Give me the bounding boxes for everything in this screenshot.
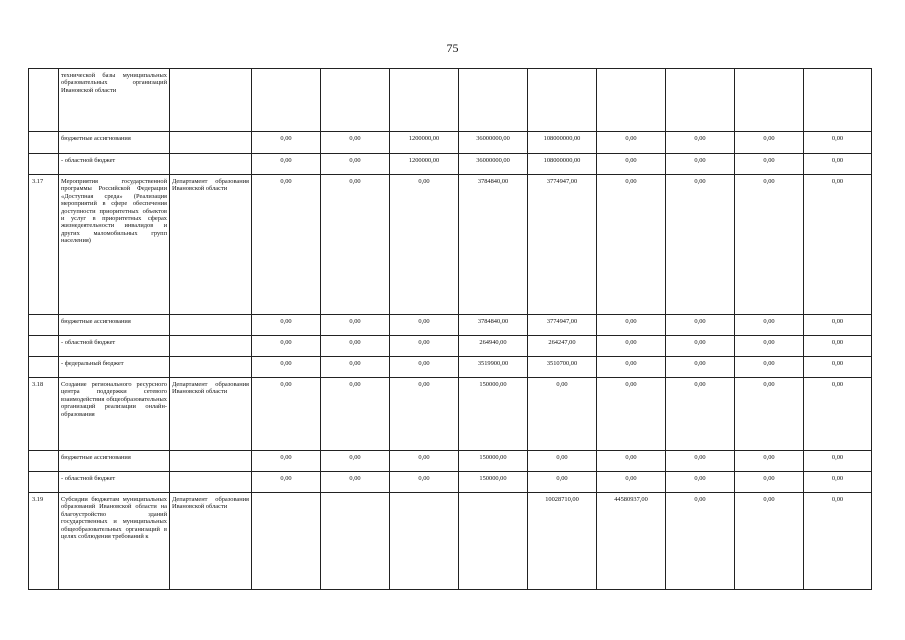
- value-cell: [459, 132, 528, 154]
- row-code-cell: [29, 154, 59, 175]
- row-name-text: Создание регионального ресурсного центра поддержки сетевого взаимодействия общеобразовательных организаций реализации онлайн-образования: [61, 381, 167, 418]
- value-cell: [735, 69, 804, 132]
- value-text: 0,00: [418, 360, 430, 367]
- value-cell: [252, 451, 321, 472]
- value-cell: [321, 69, 390, 132]
- value-cell: [390, 69, 459, 132]
- value-cell: [252, 357, 321, 378]
- value-text: 3774947,00: [546, 318, 578, 325]
- row-code-cell: [29, 132, 59, 154]
- value-text: 0,00: [694, 339, 706, 346]
- value-text: 0,00: [694, 475, 706, 482]
- table-row: [29, 493, 872, 590]
- value-cell: [666, 493, 735, 590]
- row-name-text: Мероприятия государственной программы Российской Федерации «Доступная среда» (Реализация мероприятий в сфере обеспечения доступности приоритетных объектов и услуг в приоритетных сферах жизнедеятельности инвалидов и других маломобильных групп населения): [61, 178, 167, 245]
- value-cell: [597, 336, 666, 357]
- value-cell: [735, 336, 804, 357]
- row-name-cell: [59, 451, 170, 472]
- value-text: 0,00: [625, 178, 637, 185]
- value-cell: [597, 493, 666, 590]
- row-name-text: - областной бюджет: [61, 339, 116, 346]
- value-text: 0,00: [280, 339, 292, 346]
- value-cell: [459, 357, 528, 378]
- value-text: 0,00: [763, 381, 775, 388]
- value-cell: [252, 175, 321, 315]
- value-text: 0,00: [280, 360, 292, 367]
- value-cell: [528, 154, 597, 175]
- value-cell: [804, 378, 872, 451]
- value-text: 0,00: [694, 381, 706, 388]
- value-cell: [528, 472, 597, 493]
- value-cell: [666, 378, 735, 451]
- row-dept-cell: [170, 69, 252, 132]
- row-name-text: бюджетные ассигнования: [61, 135, 131, 142]
- row-dept-cell: [170, 451, 252, 472]
- value-cell: [735, 132, 804, 154]
- row-dept-cell: [170, 493, 252, 590]
- value-cell: [390, 336, 459, 357]
- value-cell: [666, 336, 735, 357]
- value-cell: [390, 451, 459, 472]
- value-text: 108000000,00: [543, 157, 581, 164]
- value-cell: [459, 154, 528, 175]
- value-cell: [597, 132, 666, 154]
- value-cell: [804, 132, 872, 154]
- value-cell: [666, 472, 735, 493]
- value-text: 0,00: [763, 360, 775, 367]
- value-cell: [459, 69, 528, 132]
- value-cell: [252, 493, 321, 590]
- value-text: 1200000,00: [408, 135, 440, 142]
- value-cell: [804, 315, 872, 336]
- value-text: 0,00: [625, 318, 637, 325]
- value-cell: [735, 315, 804, 336]
- value-text: 0,00: [831, 496, 844, 503]
- value-text: 0,00: [349, 135, 361, 142]
- value-text: 0,00: [831, 360, 844, 367]
- value-cell: [390, 154, 459, 175]
- table-body: [29, 69, 872, 590]
- value-cell: [597, 472, 666, 493]
- value-cell: [321, 336, 390, 357]
- row-code-cell: [29, 378, 59, 451]
- value-text: 0,00: [556, 381, 568, 388]
- row-code-cell: [29, 493, 59, 590]
- row-dept-cell: [170, 315, 252, 336]
- value-cell: [528, 451, 597, 472]
- value-cell: [804, 493, 872, 590]
- value-text: 0,00: [280, 381, 292, 388]
- value-cell: [804, 154, 872, 175]
- table-row: [29, 154, 872, 175]
- value-cell: [321, 154, 390, 175]
- value-text: 0,00: [694, 318, 706, 325]
- value-cell: [321, 493, 390, 590]
- value-text: 0,00: [556, 475, 568, 482]
- row-name-text: бюджетные ассигнования: [61, 318, 131, 325]
- value-cell: [390, 357, 459, 378]
- row-dept-text: Департамент образования Ивановской области: [172, 178, 249, 193]
- value-text: 0,00: [625, 135, 637, 142]
- value-cell: [597, 154, 666, 175]
- row-dept-cell: [170, 154, 252, 175]
- table-row: [29, 336, 872, 357]
- value-text: 150000,00: [479, 475, 507, 482]
- value-cell: [804, 175, 872, 315]
- value-text: 0,00: [418, 339, 430, 346]
- value-cell: [735, 493, 804, 590]
- value-text: 0,00: [625, 157, 637, 164]
- value-cell: [321, 451, 390, 472]
- row-name-cell: [59, 132, 170, 154]
- value-cell: [528, 132, 597, 154]
- value-text: 0,00: [280, 157, 292, 164]
- row-name-cell: [59, 357, 170, 378]
- value-cell: [666, 357, 735, 378]
- value-text: 0,00: [349, 318, 361, 325]
- value-text: 36000000,00: [476, 135, 510, 142]
- value-cell: [735, 378, 804, 451]
- budget-table: [28, 68, 872, 590]
- row-name-text: технической базы муниципальных образовательных организаций Ивановской области: [61, 72, 167, 94]
- row-dept-cell: [170, 132, 252, 154]
- table-row: [29, 378, 872, 451]
- value-cell: [390, 472, 459, 493]
- row-name-text: - областной бюджет: [61, 475, 116, 482]
- value-text: 0,00: [831, 475, 844, 482]
- value-cell: [390, 315, 459, 336]
- value-text: 3510700,00: [546, 360, 578, 367]
- value-cell: [735, 154, 804, 175]
- row-code-cell: [29, 315, 59, 336]
- value-cell: [666, 175, 735, 315]
- value-text: 0,00: [418, 178, 430, 185]
- value-text: 0,00: [763, 318, 775, 325]
- value-text: 0,00: [280, 318, 292, 325]
- value-text: 108000000,00: [543, 135, 581, 142]
- value-text: 0,00: [349, 360, 361, 367]
- value-text: 0,00: [694, 496, 706, 503]
- row-name-cell: [59, 154, 170, 175]
- value-text: 0,00: [418, 454, 430, 461]
- value-text: 0,00: [763, 157, 775, 164]
- value-text: 0,00: [763, 496, 775, 503]
- value-cell: [804, 451, 872, 472]
- value-cell: [390, 378, 459, 451]
- value-text: 0,00: [625, 381, 637, 388]
- value-cell: [804, 69, 872, 132]
- value-cell: [666, 132, 735, 154]
- value-cell: [252, 378, 321, 451]
- value-text: 0,00: [556, 454, 568, 461]
- value-text: 0,00: [349, 178, 361, 185]
- row-name-cell: [59, 315, 170, 336]
- value-cell: [735, 357, 804, 378]
- value-cell: [597, 69, 666, 132]
- row-code-cell: [29, 357, 59, 378]
- value-text: 36000000,00: [476, 157, 510, 164]
- value-cell: [528, 357, 597, 378]
- value-text: 10028710,00: [545, 496, 579, 503]
- row-dept-cell: [170, 175, 252, 315]
- row-code-cell: [29, 336, 59, 357]
- table-row: [29, 69, 872, 132]
- value-text: 150000,00: [479, 381, 507, 388]
- page-number: 75: [446, 41, 459, 55]
- value-cell: [597, 315, 666, 336]
- value-text: 0,00: [349, 157, 361, 164]
- value-cell: [804, 472, 872, 493]
- table-row: [29, 315, 872, 336]
- value-text: 0,00: [349, 454, 361, 461]
- value-cell: [321, 472, 390, 493]
- value-cell: [666, 451, 735, 472]
- row-dept-cell: [170, 472, 252, 493]
- row-dept-cell: [170, 357, 252, 378]
- value-text: 0,00: [625, 360, 637, 367]
- value-cell: [597, 175, 666, 315]
- row-name-cell: [59, 69, 170, 132]
- value-text: 0,00: [349, 475, 361, 482]
- value-text: 0,00: [418, 475, 430, 482]
- row-name-cell: [59, 336, 170, 357]
- value-text: 0,00: [831, 157, 844, 164]
- value-cell: [459, 493, 528, 590]
- value-text: 0,00: [280, 135, 292, 142]
- value-text: 0,00: [694, 454, 706, 461]
- value-text: 0,00: [625, 475, 637, 482]
- value-cell: [459, 315, 528, 336]
- value-text: 0,00: [625, 454, 637, 461]
- value-cell: [666, 315, 735, 336]
- value-text: 0,00: [349, 381, 361, 388]
- value-text: 0,00: [831, 318, 844, 325]
- value-cell: [528, 378, 597, 451]
- value-text: 1200000,00: [408, 157, 440, 164]
- row-code-cell: [29, 472, 59, 493]
- row-code-cell: [29, 175, 59, 315]
- value-text: 0,00: [763, 178, 775, 185]
- value-text: 3519900,00: [477, 360, 509, 367]
- table-row: [29, 451, 872, 472]
- value-text: 3784840,00: [477, 318, 509, 325]
- value-text: 0,00: [694, 135, 706, 142]
- value-cell: [528, 69, 597, 132]
- row-name-text: бюджетные ассигнования: [61, 454, 131, 461]
- value-cell: [528, 315, 597, 336]
- value-cell: [459, 336, 528, 357]
- value-cell: [390, 493, 459, 590]
- table-row: [29, 357, 872, 378]
- value-cell: [666, 69, 735, 132]
- value-cell: [804, 357, 872, 378]
- value-text: 0,00: [763, 475, 775, 482]
- value-cell: [252, 132, 321, 154]
- row-name-cell: [59, 175, 170, 315]
- value-cell: [459, 451, 528, 472]
- value-cell: [597, 357, 666, 378]
- value-text: 0,00: [831, 454, 844, 461]
- table-row: [29, 472, 872, 493]
- value-text: 44580937,00: [614, 496, 648, 503]
- row-name-cell: [59, 472, 170, 493]
- value-text: 0,00: [349, 339, 361, 346]
- value-cell: [528, 493, 597, 590]
- row-name-text: Субсидии бюджетам муниципальных образований Ивановской области на благоустройство зданий государственных и муниципальных общеобразовательных организаций в целях соблюдения требований к: [61, 496, 167, 541]
- value-text: 0,00: [694, 178, 706, 185]
- value-text: 150000,00: [479, 454, 507, 461]
- row-name-cell: [59, 378, 170, 451]
- value-text: 0,00: [280, 454, 292, 461]
- value-cell: [321, 378, 390, 451]
- value-cell: [252, 69, 321, 132]
- value-cell: [735, 175, 804, 315]
- value-text: 264940,00: [479, 339, 507, 346]
- table-row: [29, 175, 872, 315]
- value-cell: [321, 315, 390, 336]
- value-cell: [390, 132, 459, 154]
- row-code-text: 3.17: [32, 178, 44, 185]
- value-text: 0,00: [763, 339, 775, 346]
- value-cell: [252, 315, 321, 336]
- value-cell: [528, 336, 597, 357]
- value-text: 0,00: [418, 318, 430, 325]
- value-cell: [321, 357, 390, 378]
- value-text: 0,00: [763, 135, 775, 142]
- value-text: 0,00: [831, 381, 844, 388]
- value-text: 3784840,00: [477, 178, 509, 185]
- row-dept-text: Департамент образования Ивановской области: [172, 381, 249, 396]
- row-code-text: 3.18: [32, 381, 44, 388]
- value-cell: [597, 378, 666, 451]
- value-cell: [252, 154, 321, 175]
- row-dept-text: Департамент образования Ивановской области: [172, 496, 249, 511]
- value-cell: [735, 451, 804, 472]
- row-name-cell: [59, 493, 170, 590]
- value-text: 0,00: [831, 178, 844, 185]
- value-cell: [252, 336, 321, 357]
- value-text: 0,00: [280, 178, 292, 185]
- value-text: 0,00: [831, 339, 844, 346]
- value-cell: [459, 472, 528, 493]
- value-cell: [666, 154, 735, 175]
- value-cell: [735, 472, 804, 493]
- row-code-text: 3.19: [32, 496, 44, 503]
- row-dept-cell: [170, 378, 252, 451]
- value-cell: [321, 132, 390, 154]
- value-text: 0,00: [625, 339, 637, 346]
- value-cell: [528, 175, 597, 315]
- value-text: 0,00: [418, 381, 430, 388]
- value-text: 0,00: [280, 475, 292, 482]
- row-name-text: - областной бюджет: [61, 157, 116, 164]
- row-code-cell: [29, 451, 59, 472]
- value-cell: [252, 472, 321, 493]
- value-cell: [459, 175, 528, 315]
- value-cell: [459, 378, 528, 451]
- value-cell: [597, 451, 666, 472]
- row-code-cell: [29, 69, 59, 132]
- value-text: 0,00: [694, 157, 706, 164]
- value-cell: [804, 336, 872, 357]
- value-cell: [390, 175, 459, 315]
- value-text: 0,00: [694, 360, 706, 367]
- value-cell: [321, 175, 390, 315]
- value-text: 3774947,00: [546, 178, 578, 185]
- table-row: [29, 132, 872, 154]
- value-text: 0,00: [831, 135, 844, 142]
- value-text: 264247,00: [548, 339, 576, 346]
- row-name-text: - федеральный бюджет: [61, 360, 124, 367]
- value-text: 0,00: [763, 454, 775, 461]
- row-dept-cell: [170, 336, 252, 357]
